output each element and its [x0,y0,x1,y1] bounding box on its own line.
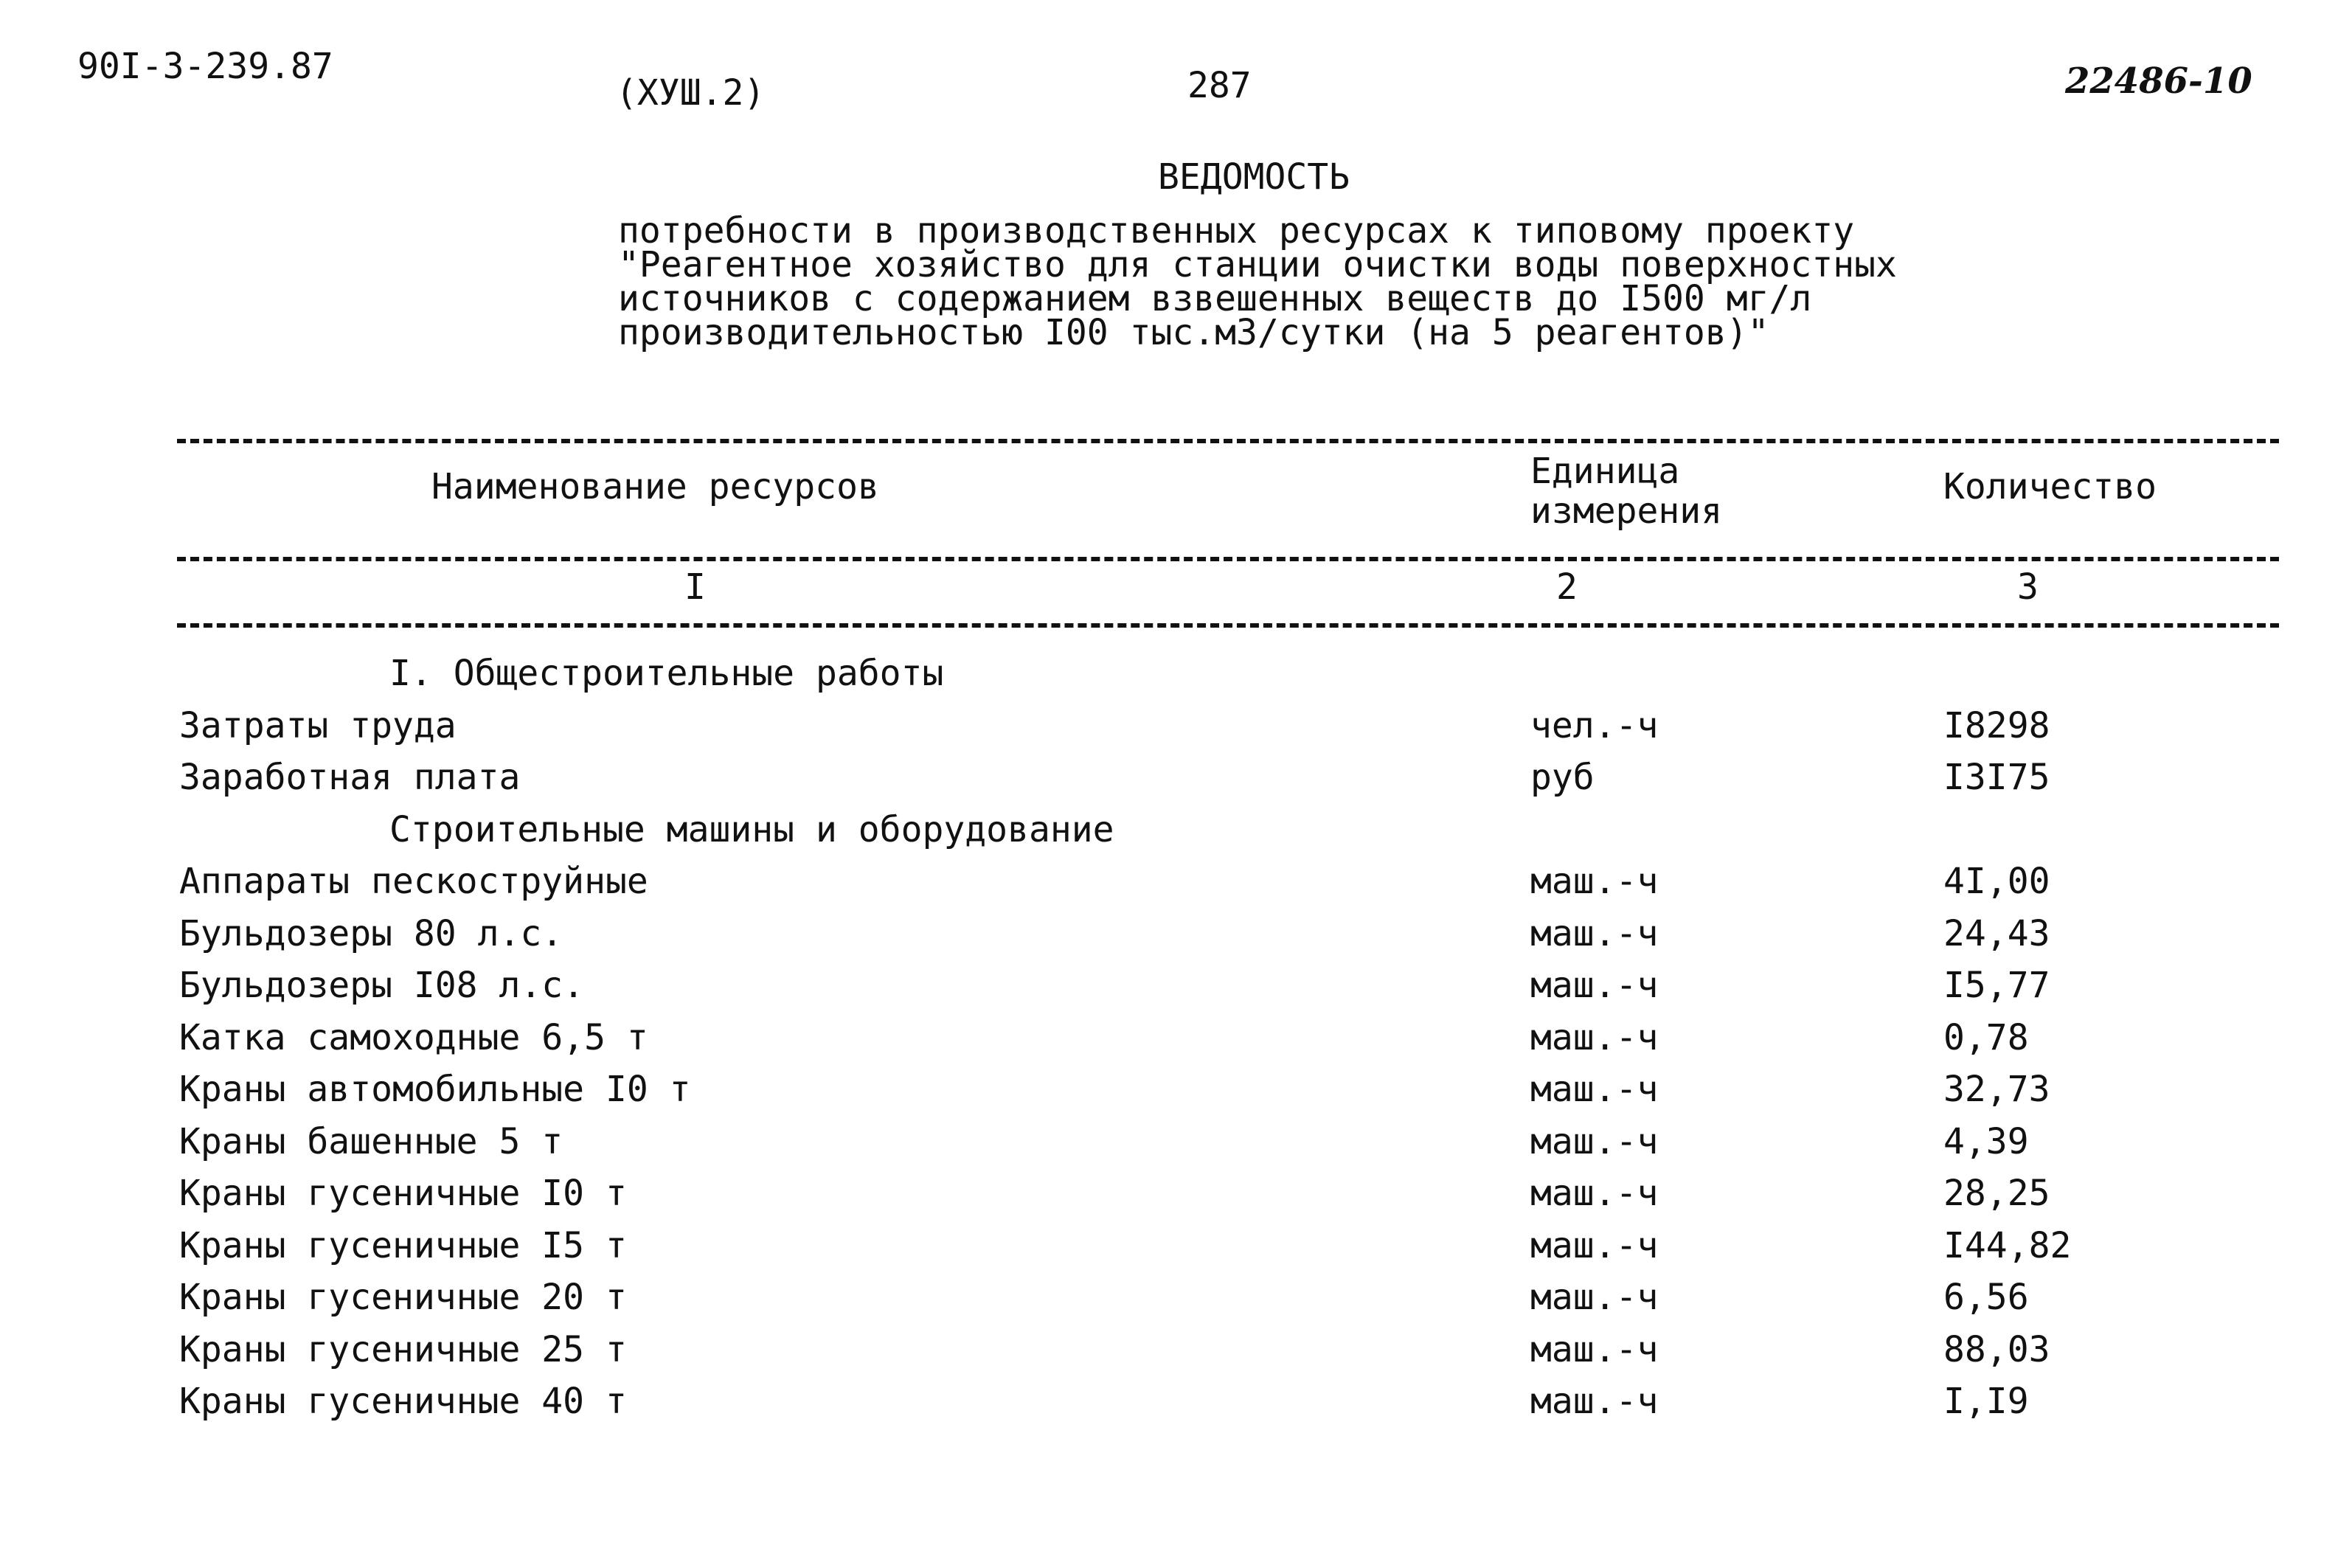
resource-unit: маш.-ч [1530,1173,1659,1214]
page-number: 287 [1187,65,1252,106]
resource-name: Краны гусеничные 20 т [179,1277,627,1318]
resource-quantity: 28,25 [1943,1173,2050,1214]
resource-quantity: I8298 [1943,705,2050,746]
column-number-divider [177,623,2279,628]
resource-name: Аппараты пескоструйные [179,861,648,902]
section-heading: Строительные машины и оборудование [389,809,1114,850]
resource-unit: маш.-ч [1530,1381,1659,1422]
resource-quantity: 24,43 [1943,913,2050,954]
resource-quantity: I,I9 [1943,1381,2029,1422]
resource-name: Затраты труда [179,705,457,746]
resource-quantity: I44,82 [1943,1225,2072,1266]
column-header-quantity: Количество [1943,466,2157,507]
resource-name: Краны гусеничные I0 т [179,1173,627,1214]
handwritten-number: 22486-10 [2065,60,2252,102]
resource-unit: маш.-ч [1530,1225,1659,1266]
resource-name: Катка самоходные 6,5 т [179,1017,648,1058]
column-number-3: 3 [2017,566,2039,608]
resource-quantity: I5,77 [1943,965,2050,1006]
resource-unit: маш.-ч [1530,1329,1659,1370]
table-top-divider [177,439,2279,443]
column-number-2: 2 [1556,566,1578,608]
resource-name: Краны гусеничные 25 т [179,1329,627,1370]
resource-name: Бульдозеры I08 л.с. [179,965,585,1006]
resource-unit: маш.-ч [1530,1277,1659,1318]
resource-unit: маш.-ч [1530,1069,1659,1110]
resource-quantity: 4I,00 [1943,861,2050,902]
page-subtitle: потребности в производственных ресурсах к типовому проекту "Реагентное хозяйство для станции очистки воды поверхностных источников с содержанием взвешенных веществ до I500 мг/л производительностью I00 тыс.м3/сутки (на 5 реагентов)" [618,210,1897,353]
resource-unit: чел.-ч [1530,705,1659,746]
section-code: (ХУШ.2) [616,72,766,114]
header-divider [177,557,2279,561]
resource-unit: маш.-ч [1530,861,1659,902]
resource-name: Заработная плата [179,757,521,798]
document-code: 90I-3-239.87 [77,46,333,87]
section-heading: I. Общестроительные работы [389,653,944,694]
resource-unit: маш.-ч [1530,913,1659,954]
resource-name: Краны гусеничные 40 т [179,1381,627,1422]
resource-unit: маш.-ч [1530,965,1659,1006]
column-number-1: I [684,566,706,608]
column-header-name: Наименование ресурсов [431,466,879,507]
resource-quantity: 4,39 [1943,1121,2029,1162]
resource-quantity: 6,56 [1943,1277,2029,1318]
column-header-unit: Единица измерения [1530,451,1723,532]
resource-quantity: 88,03 [1943,1329,2050,1370]
resource-unit: руб [1530,757,1595,798]
resource-name: Бульдозеры 80 л.с. [179,913,563,954]
resource-quantity: 32,73 [1943,1069,2050,1110]
page-title: ВЕДОМОСТЬ [1158,156,1350,198]
resource-quantity: I3I75 [1943,757,2050,798]
resource-name: Краны автомобильные I0 т [179,1069,691,1110]
resource-name: Краны гусеничные I5 т [179,1225,627,1266]
resource-quantity: 0,78 [1943,1017,2029,1058]
resource-unit: маш.-ч [1530,1121,1659,1162]
resource-unit: маш.-ч [1530,1017,1659,1058]
resource-name: Краны башенные 5 т [179,1121,563,1162]
